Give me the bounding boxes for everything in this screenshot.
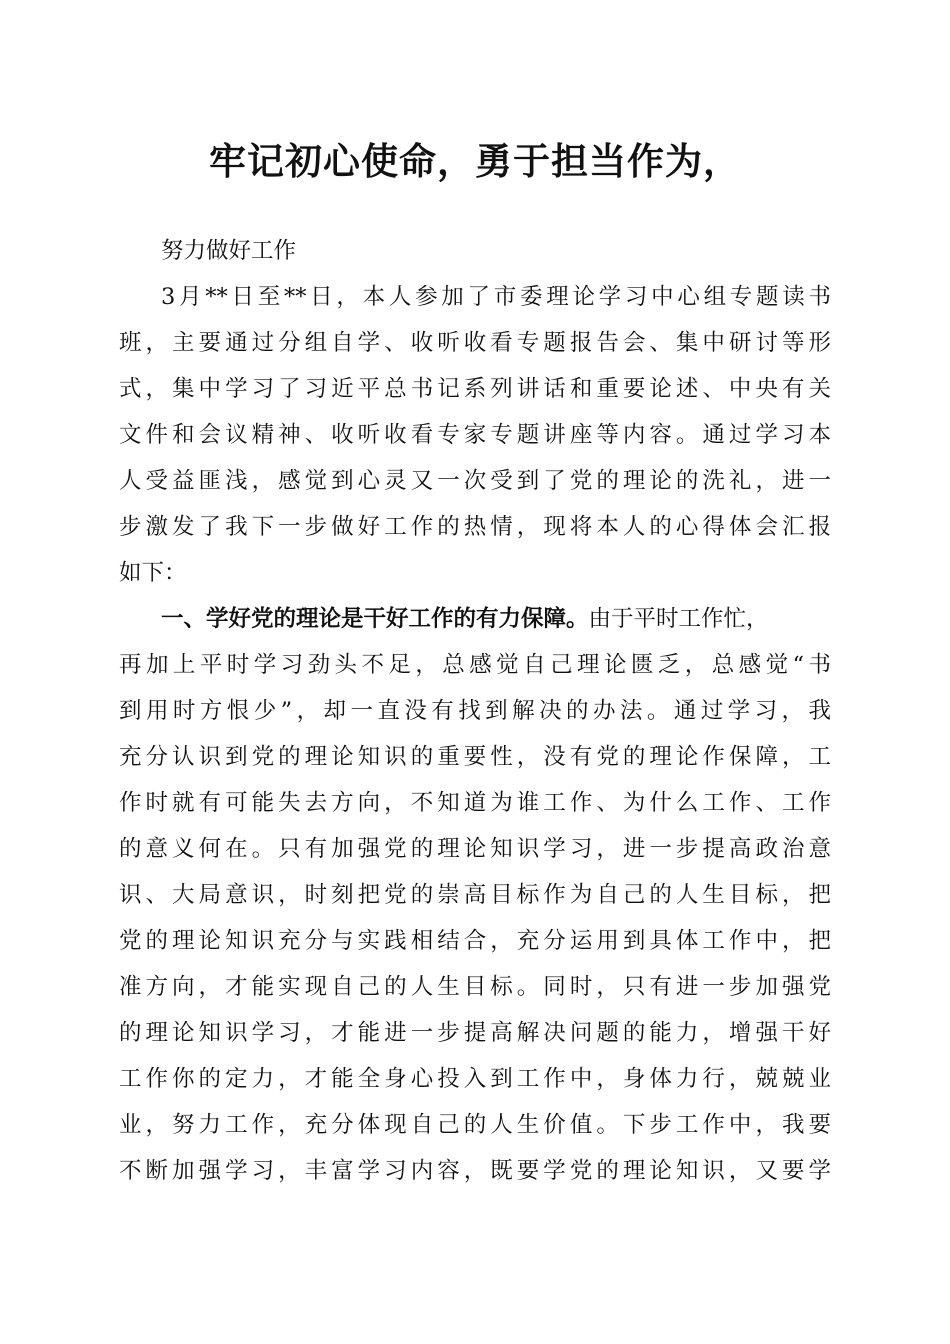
section-heading-line xyxy=(119,596,831,642)
paragraph-line: 作时就有可能失去方向，不知道为谁工作、为什么工作、工作 xyxy=(119,790,831,816)
document-body xyxy=(119,228,831,1194)
paragraph-line: 3月**日至**日，本人参加了市委理论学习中心组专题读书 xyxy=(161,284,831,310)
paragraph-line: 人受益匪浅，感觉到心灵又一次受到了党的理论的洗礼，进一 xyxy=(119,468,831,494)
paragraph-line: 的理论知识学习，才能进一步提高解决问题的能力，增强干好 xyxy=(119,1020,831,1046)
paragraph-line: 业，努力工作，充分体现自己的人生价值。下步工作中，我要 xyxy=(119,1112,831,1138)
section-heading-rest: 由于平时工作忙， xyxy=(588,606,769,632)
paragraph-line: 如下： xyxy=(119,560,187,586)
paragraph-line: 准方向，才能实现自己的人生目标。同时，只有进一步加强党 xyxy=(119,974,831,1000)
paragraph-line: 步激发了我下一步做好工作的热情，现将本人的心得体会汇报 xyxy=(119,514,831,540)
paragraph-line: 工作你的定力，才能全身心投入到工作中，身体力行，兢兢业 xyxy=(119,1066,831,1092)
paragraph-line: 式，集中学习了习近平总书记系列讲话和重要论述、中央有关 xyxy=(119,376,831,402)
paragraph-line: 的意义何在。只有加强党的理论知识学习，进一步提高政治意 xyxy=(119,836,831,862)
document-title: 牢记初心使命，勇于担当作为， xyxy=(209,139,741,183)
paragraph-line: 不断加强学习，丰富学习内容，既要学党的理论知识，又要学 xyxy=(119,1158,831,1184)
section-heading: 一、学好党的理论是干好工作的有力保障。 xyxy=(161,606,589,632)
paragraph-line: 识、大局意识，时刻把党的崇高目标作为自己的人生目标，把 xyxy=(119,882,831,908)
paragraph-line: 到用时方恨少”，却一直没有找到解决的办法。通过学习，我 xyxy=(119,698,831,724)
paragraph-line: 党的理论知识充分与实践相结合，充分运用到具体工作中，把 xyxy=(119,928,831,954)
paragraph-line: 再加上平时学习劲头不足，总感觉自己理论匮乏，总感觉“书 xyxy=(119,652,831,678)
document-subtitle: 努力做好工作 xyxy=(161,238,297,264)
paragraph-line: 充分认识到党的理论知识的重要性，没有党的理论作保障，工 xyxy=(119,744,831,770)
paragraph-line: 文件和会议精神、收听收看专家专题讲座等内容。通过学习本 xyxy=(119,422,831,448)
paragraph-line: 班，主要通过分组自学、收听收看专题报告会、集中研讨等形 xyxy=(119,330,831,356)
